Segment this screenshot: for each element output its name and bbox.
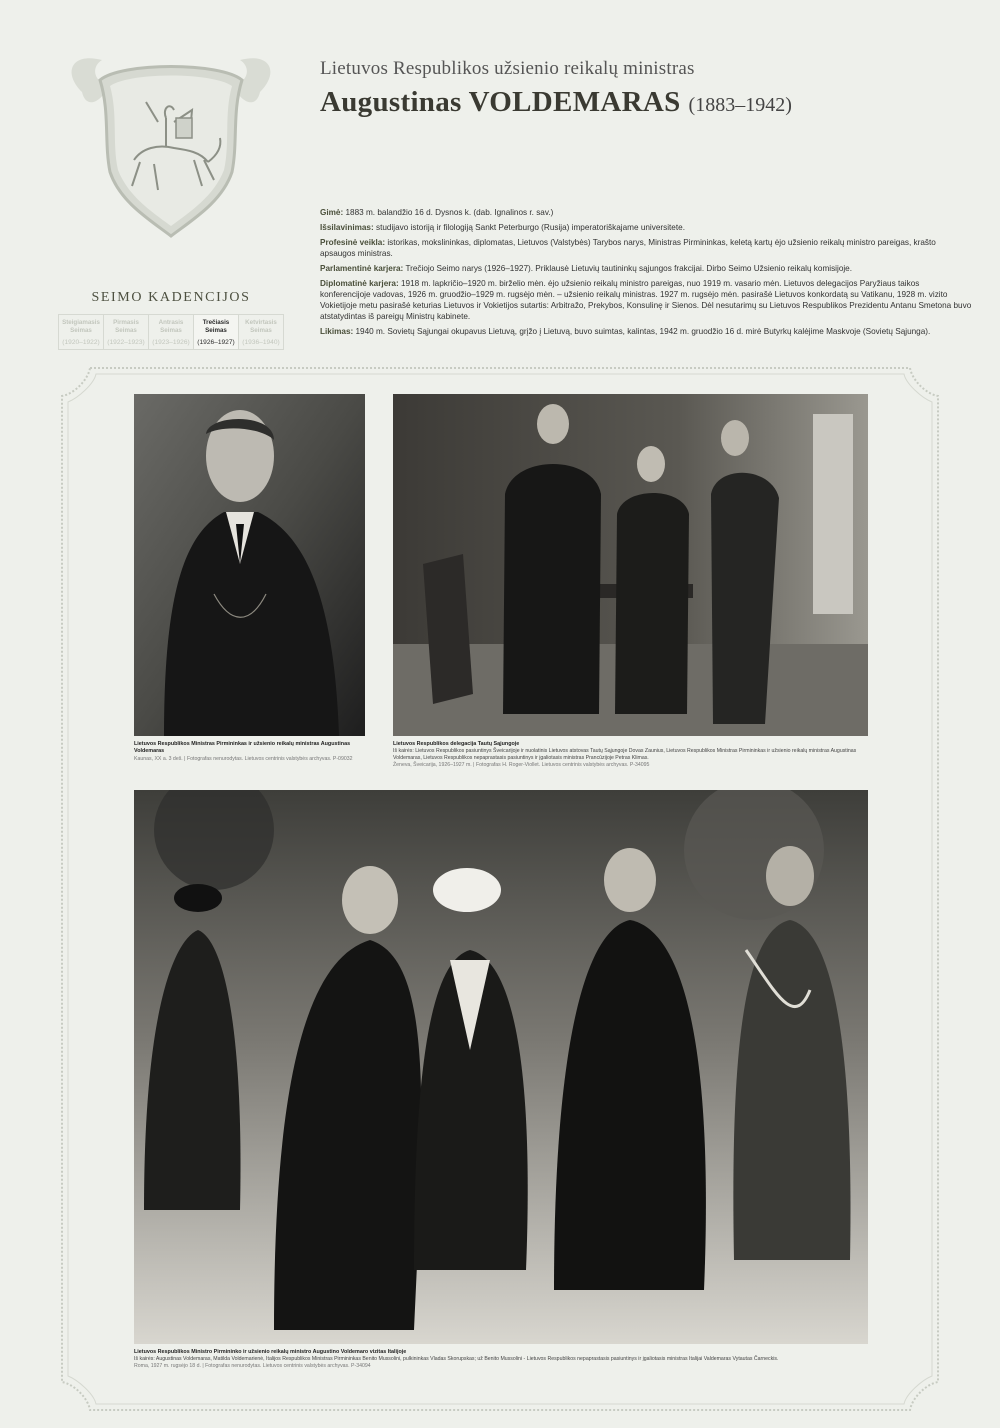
- italy-visit-photo: [134, 790, 868, 1344]
- term-item: Ketvirtasis Seimas (1936–1940): [238, 314, 284, 350]
- bio-born: Gimė: 1883 m. balandžio 16 d. Dysnos k. (dab. Ignalinos r. sav.): [320, 208, 554, 217]
- italy-visit-caption: Lietuvos Respublikos Ministro Pirmininko ir užsienio reikalų ministro Augustino Voldemaro vizitas Italijoje Iš kairės: Augustinas Voldemaras, Matilda Voldemarienė, Italijos Respublikos Ministras Pirmininkas Benito Mussolini, pulkininkas Vladas Skorupskas; už Benito Mussolini - Lietuvos Respublikos nepaprastasis pasiuntinys ir įgaliotasis ministras Italijai Valdemaras Vytautas Čarneckis. Roma, 1927 m. rugsėjo 18 d. | Fotografas nenurodytas. Lietuvos centrinis valstybės archyvas. P-34094: [134, 1349, 779, 1370]
- bio-fate: Likimas: 1940 m. Sovietų Sąjungai okupavus Lietuvą, grįžo į Lietuvą, buvo suimtas, kalintas, 1942 m. gruodžio 16 d. mirė Butyrkų kalėjime Maskvoje (Sovietų Sąjunga).: [320, 326, 931, 336]
- delegation-photo: [393, 394, 868, 736]
- bio-education: Išsilavinimas: studijavo istoriją ir filologiją Sankt Peterburgo (Rusija) imperatoriškajame universitete.: [320, 222, 685, 232]
- term-item: Steigiamasis Seimas (1920–1922): [58, 314, 103, 350]
- bio-diplomacy: Diplomatinė karjera: 1918 m. lapkričio–1920 m. birželio mėn. ėjo užsienio reikalų ministro pareigas, nuo 1919 m. vasario mėn. Lietuvos delegacijos Paryžiaus taikos konferencijoje vadovas, 1926 m. gruodžio–1929 m. rugsėjo mėn. – užsienio reikalų ministras. 1927 m. rugsėjo mėn. pasirašė Lietuvos konkordatą su Vatikanu, 1928 m. vizito Vokietijoje metu pasirašė keturias Lietuvos ir Vokietijos sutartis: Arbitražo, Prekybos, Konsulinę ir Sienos. Dėl nesutarimų su Lietuvos Respublikos Prezidentu Antanu Smetona buvo atstatydintas iš pareigų Ministrų kabinete.: [320, 278, 972, 321]
- biography: [320, 208, 972, 342]
- vytis-shield-icon: [62, 52, 280, 238]
- terms-heading: SEIMO KADENCIJOS: [91, 290, 251, 305]
- portrait-caption: Lietuvos Respublikos Ministras Pirmininkas ir užsienio reikalų ministras Augustinas Voldemaras Kaunas, XX a. 3 deš. | Fotografas nenurodytas. Lietuvos centrinis valstybės archyvas. P-09032: [134, 741, 353, 762]
- delegation-caption: Lietuvos Respublikos delegacija Tautų Sąjungoje Iš kairės: Lietuvos Respublikos pasiuntinys Šveicarijoje ir nuolatinis Lietuvos atstovas Tautų Sąjungoje Dovas Zaunius, Lietuvos Respublikos Ministras Pirmininkas ir užsienio reikalų ministras Augustinas Voldemaras, Lietuvos Respublikos nepaprastasis pasiuntinys ir įgaliotasis ministras Prancūzijoje Petras Klimas. Ženeva, Šveicarija, 1926–1927 m. | Fotografas H. Roger-Viollet. Lietuvos centrinis valstybės archyvas. P-34095: [393, 741, 857, 769]
- person-years: (1883–1942): [688, 94, 792, 116]
- page-title: [320, 86, 960, 119]
- term-item-active: Trečiasis Seimas (1926–1927): [193, 314, 238, 350]
- header: [320, 58, 960, 119]
- terms-list: [58, 314, 284, 350]
- bio-profession: Profesinė veikla: istorikas, mokslininkas, diplomatas, Lietuvos (Valstybės) Tarybos narys, Ministras Pirmininkas, keletą kartų ėjo užsienio reikalų ministro pareigas, krašto apsaugos ministras.: [320, 237, 936, 258]
- person-name: Augustinas VOLDEMARAS: [320, 86, 681, 118]
- page-subtitle: Lietuvos Respublikos užsienio reikalų ministras: [320, 58, 695, 79]
- term-item: Pirmasis Seimas (1922–1923): [103, 314, 148, 350]
- term-item: Antrasis Seimas (1923–1926): [148, 314, 193, 350]
- portrait-photo: [134, 394, 365, 736]
- bio-parliament: Parlamentinė karjera: Trečiojo Seimo narys (1926–1927). Priklausė Lietuvių tautininkų sąjungos frakcijai. Dirbo Seimo Užsienio reikalų komisijoje.: [320, 263, 853, 273]
